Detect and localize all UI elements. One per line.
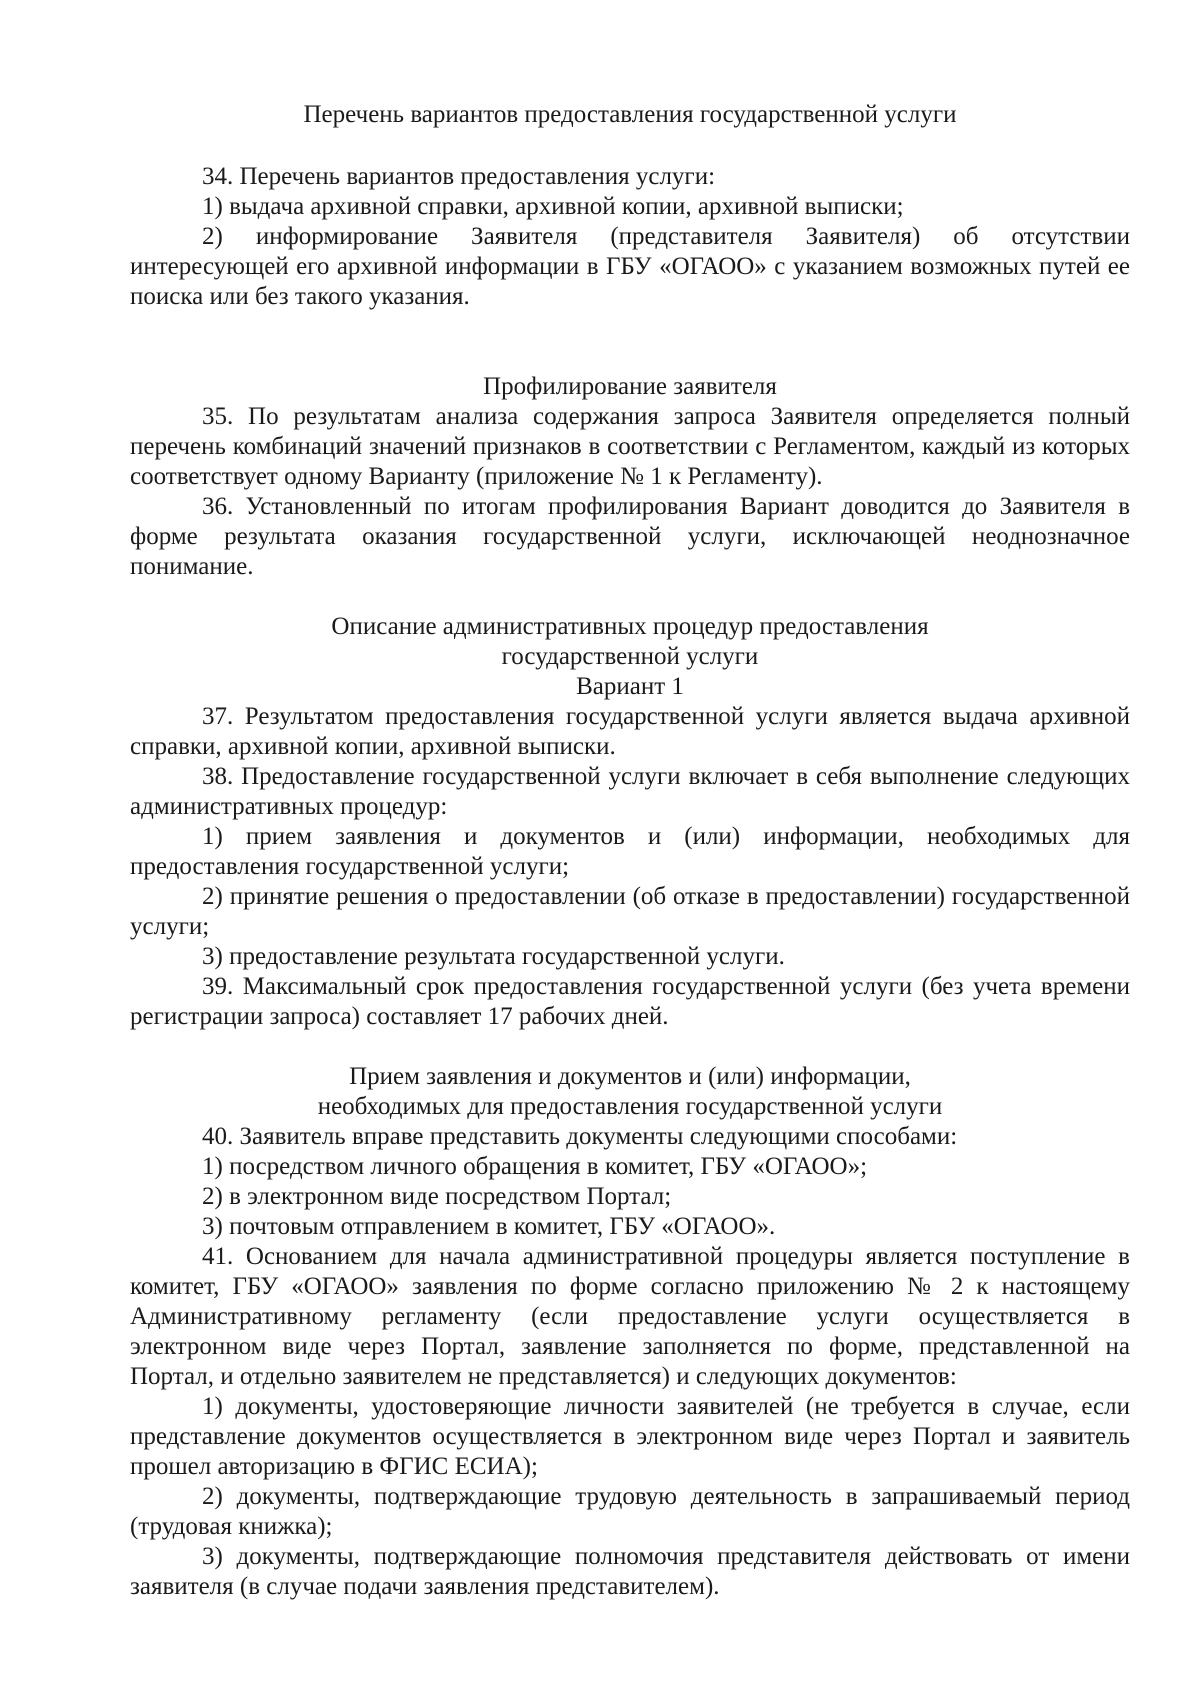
spacer	[130, 582, 1130, 612]
spacer	[130, 1032, 1130, 1062]
paragraph: 40. Заявитель вправе представить документы следующими способами:	[202, 1123, 958, 1150]
paragraph: 2) в электронном виде посредством Портал;	[202, 1183, 672, 1210]
paragraph: 34. Перечень вариантов предоставления услуги:	[202, 163, 716, 190]
paragraph: 2) документы, подтверждающие трудовую деятельность в запрашиваемый период (трудовая книжка);	[130, 1483, 1130, 1540]
paragraph: 41. Основанием для начала административной процедуры является поступление в комитет, ГБУ «ОГАОО» заявления по форме согласно приложению № 2 к настоящему Административному регламенту (если предоставление услуги осуществляется в электронном виде через Портал, заявление заполняется по форме, представленной на Портал, и отдельно заявителем не представляется) и следующих документов:	[130, 1243, 1130, 1390]
paragraph: 2) принятие решения о предоставлении (об отказе в предоставлении) государственной услуги;	[130, 883, 1130, 940]
paragraph: 1) посредством личного обращения в комитет, ГБУ «ОГАОО»;	[202, 1153, 868, 1180]
paragraph: 39. Максимальный срок предоставления государственной услуги (без учета времени регистрации запроса) составляет 17 рабочих дней.	[130, 973, 1130, 1030]
section-heading: Прием заявления и документов и (или) информации,	[349, 1063, 911, 1090]
paragraph: 3) документы, подтверждающие полномочия представителя действовать от имени заявителя (в случае подачи заявления представителем).	[130, 1543, 1130, 1600]
section-heading-line: необходимых для предоставления государственной услуги	[317, 1093, 943, 1120]
paragraph: 2) информирование Заявителя (представителя Заявителя) об отсутствии интересующей его архивной информации в ГБУ «ОГАОО» с указанием возможных путей ее поиска или без такого указания.	[130, 223, 1130, 310]
variant-heading: Вариант 1	[576, 673, 684, 700]
section-heading: Перечень вариантов предоставления государственной услуги	[303, 101, 957, 128]
paragraph: 38. Предоставление государственной услуги включает в себя выполнение следующих административных процедур:	[130, 763, 1130, 820]
paragraph: 3) почтовым отправлением в комитет, ГБУ «ОГАОО».	[202, 1213, 776, 1240]
section-heading: Профилирование заявителя	[483, 373, 777, 400]
paragraph: 1) прием заявления и документов и (или) информации, необходимых для предоставления государственной услуги;	[130, 823, 1130, 880]
paragraph: 1) выдача архивной справки, архивной копии, архивной выписки;	[202, 193, 904, 220]
paragraph: 1) документы, удостоверяющие личности заявителей (не требуется в случае, если представление документов осуществляется в электронном виде через Портал и заявитель прошел авторизацию в ФГИС ЕСИА);	[130, 1393, 1130, 1480]
section-heading-line: государственной услуги	[501, 643, 759, 670]
paragraph: 36. Установленный по итогам профилирования Вариант доводится до Заявителя в форме результата оказания государственной услуги, исключающей неоднозначное понимание.	[130, 493, 1130, 580]
spacer	[130, 312, 1130, 372]
paragraph: 35. По результатам анализа содержания запроса Заявителя определяется полный перечень комбинаций значений признаков в соответствии с Регламентом, каждый из которых соответствует одному Варианту (приложение № 1 к Регламенту).	[130, 403, 1130, 490]
paragraph: 3) предоставление результата государственной услуги.	[202, 943, 785, 970]
paragraph: 37. Результатом предоставления государственной услуги является выдача архивной справки, архивной копии, архивной выписки.	[130, 703, 1130, 760]
section-heading: Описание административных процедур предоставления	[331, 613, 929, 640]
